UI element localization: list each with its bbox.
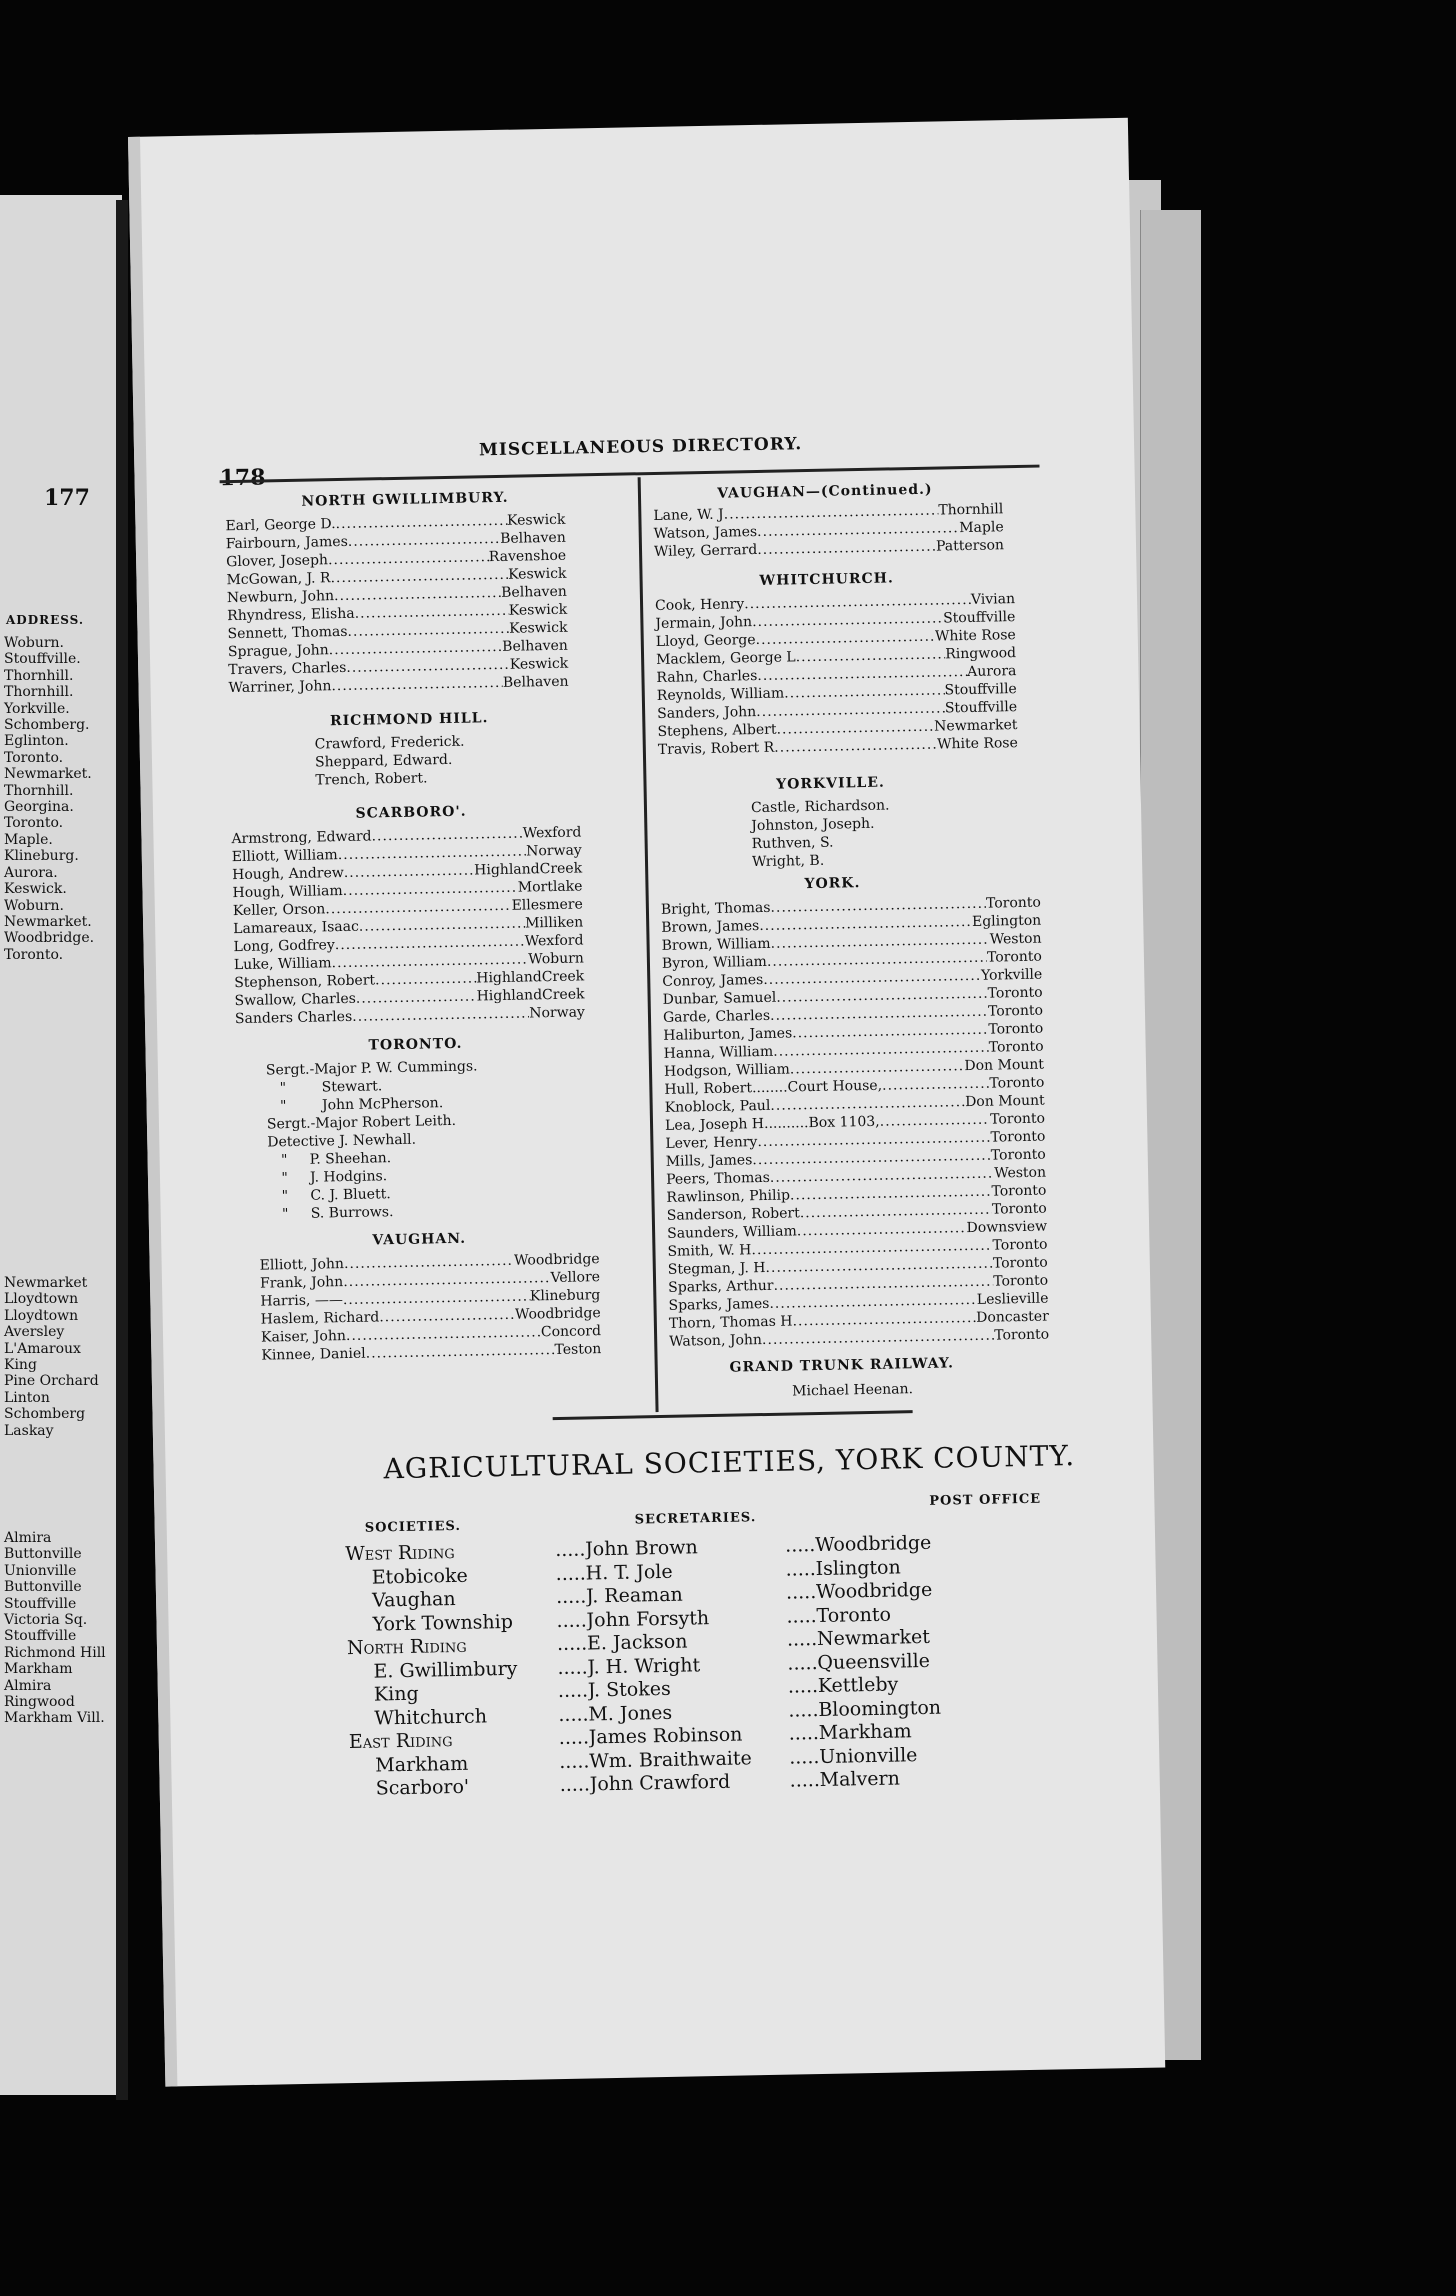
- leader-dots: [366, 1341, 555, 1363]
- directory-line: Stouffville: [4, 1628, 77, 1645]
- entry-place: Toronto: [985, 894, 1042, 912]
- directory-line: Buttonville: [4, 1579, 82, 1596]
- directory-line: Ringwood: [4, 1694, 75, 1711]
- leader-dots: [559, 1726, 589, 1750]
- entry-name: Stephenson, Robert: [234, 972, 376, 992]
- agri-society: Whitchurch: [374, 1704, 488, 1730]
- entry-name: Saunders, William: [667, 1223, 797, 1242]
- entry-place: Toronto: [990, 1128, 1046, 1146]
- entry-place: Ellesmere: [511, 896, 583, 914]
- agri-society: E. Gwillimbury: [373, 1657, 518, 1683]
- entry-name: Swallow, Charles: [234, 990, 356, 1010]
- leader-dots: [786, 1581, 816, 1605]
- entry-name: Kinnee, Daniel: [261, 1345, 366, 1364]
- directory-line: Ruthven, S.: [751, 834, 834, 853]
- directory-line: Stouffville: [4, 1595, 77, 1612]
- directory-line: Woburn.: [4, 897, 65, 914]
- agri-secretary: John Brown: [584, 1536, 698, 1561]
- directory-line: Yorkville.: [4, 700, 70, 717]
- entry-place: Toronto: [987, 984, 1043, 1002]
- entry-name: Rahn, Charles: [656, 668, 758, 686]
- directory-line: Stouffville.: [4, 651, 81, 668]
- entry-place: Vivian: [970, 591, 1016, 608]
- agri-post-office: Woodbridge: [815, 1578, 933, 1604]
- entry-name: Hodgson, William: [663, 1061, 790, 1080]
- entry-name: Knoblock, Paul: [664, 1097, 771, 1116]
- entry-place: Toronto: [992, 1236, 1048, 1254]
- directory-line: Trench, Robert.: [315, 770, 428, 789]
- leader-dots: [557, 1632, 587, 1656]
- entry-place: Keswick: [508, 601, 568, 619]
- entry-place: Keswick: [509, 655, 569, 673]
- leader-dots: [788, 1675, 818, 1699]
- entry-place: Newmarket: [934, 717, 1018, 735]
- directory-line: Toronto.: [4, 946, 64, 963]
- entry-place: Toronto: [993, 1272, 1049, 1290]
- vaughan-list: [260, 1250, 602, 1365]
- north-gwillimbury-list: [225, 511, 568, 697]
- whitchurch-list: [655, 590, 1018, 759]
- leader-dots: [331, 674, 503, 695]
- directory-line: Newmarket: [4, 1275, 88, 1291]
- directory-line: Woburn.: [4, 635, 65, 651]
- entry-place: Keswick: [506, 511, 566, 529]
- entry-place: Belhaven: [500, 529, 566, 547]
- leader-dots: [787, 1652, 817, 1676]
- agricultural-title: AGRICULTURAL SOCIETIES, YORK COUNTY.: [383, 1439, 1076, 1486]
- entry-name: Hough, Andrew: [232, 864, 344, 884]
- directory-line: Castle, Richardson.: [750, 797, 890, 817]
- agri-secretary: Wm. Braithwaite: [589, 1746, 752, 1772]
- agri-society: York Township: [372, 1610, 514, 1636]
- directory-line: Georgina.: [4, 799, 74, 816]
- directory-page: [128, 118, 1165, 2087]
- leader-dots: [757, 538, 936, 559]
- entry-place: Toronto: [986, 948, 1043, 966]
- directory-line: Sergt.-Major Robert Leith.: [266, 1112, 457, 1133]
- leader-dots: [774, 736, 937, 757]
- entry-place: Weston: [994, 1164, 1047, 1182]
- left-page-towns-mid: [4, 1275, 99, 1439]
- leader-dots: [557, 1656, 587, 1680]
- leader-dots: [560, 1773, 590, 1797]
- directory-line: Sergt.-Major P. W. Cummings.: [265, 1058, 478, 1079]
- leader-dots: [556, 1609, 586, 1633]
- leader-dots: [352, 1004, 529, 1025]
- entry-name: Byron, William: [661, 953, 768, 972]
- header-rule: [220, 465, 1040, 484]
- entry-place: Wexford: [524, 932, 584, 950]
- scarboro-list: [231, 823, 585, 1028]
- entry-place: Ringwood: [945, 645, 1017, 663]
- agri-secretary: E. Jackson: [586, 1630, 688, 1655]
- leader-dots: [762, 1327, 995, 1349]
- agri-col-secretaries: SECRETARIES.: [634, 1510, 757, 1528]
- entry-place: Toronto: [991, 1200, 1047, 1218]
- entry-name: Stegman, J. H: [667, 1259, 766, 1278]
- directory-line: Sheppard, Edward.: [314, 751, 453, 771]
- directory-line: " P. Sheehan.: [267, 1150, 392, 1169]
- agri-secretary: James Robinson: [588, 1723, 743, 1749]
- directory-line: Markham Vill.: [4, 1710, 105, 1727]
- entry-name: Lever, Henry: [665, 1134, 758, 1152]
- entry-place: Maple: [959, 519, 1004, 537]
- directory-line: Laskay: [4, 1422, 54, 1439]
- grand-trunk-name: Michael Heenan.: [792, 1381, 914, 1400]
- left-page-towns-top: [4, 635, 94, 963]
- leader-dots: [375, 969, 477, 989]
- entry-place: White Rose: [934, 627, 1016, 645]
- leader-dots: [788, 1699, 818, 1723]
- entry-place: Aurora: [966, 663, 1017, 680]
- section-heading-vaughan-continued: VAUGHAN—(Continued.): [717, 481, 933, 502]
- directory-line: Thornhill.: [4, 782, 74, 799]
- entry-place: HighlandCreek: [476, 986, 585, 1005]
- agri-society: Etobicoke: [371, 1564, 468, 1589]
- leader-dots: [787, 1628, 817, 1652]
- entry-place: Milliken: [524, 914, 584, 932]
- agri-post-office: Islington: [815, 1555, 901, 1580]
- entry-name: Garde, Charles: [662, 1007, 771, 1026]
- directory-line: Schomberg: [4, 1406, 86, 1423]
- entry-place: Keswick: [507, 565, 567, 583]
- entry-name: Newburn, John: [226, 588, 335, 607]
- entry-name: Long, Godfrey: [233, 937, 335, 956]
- directory-line: Detective J. Newhall.: [267, 1131, 417, 1151]
- richmond-hill-list: [315, 733, 466, 790]
- entry-place: Doncaster: [976, 1308, 1049, 1326]
- entry-name: Elliott, John: [259, 1256, 345, 1274]
- entry-name: Lea, Joseph H..........Box 1103,: [664, 1113, 880, 1134]
- section-heading-toronto: TORONTO.: [368, 1035, 463, 1054]
- entry-name: Rhyndress, Elisha: [227, 605, 355, 625]
- agri-society: West Riding: [345, 1540, 455, 1566]
- page-title: MISCELLANEOUS DIRECTORY.: [478, 434, 803, 461]
- page-spine-shadow: [128, 137, 177, 2087]
- agri-secretary: J. Stokes: [587, 1677, 671, 1702]
- left-page-fragment: [0, 195, 122, 2095]
- directory-line: Buttonville: [4, 1546, 82, 1563]
- entry-place: Toronto: [988, 1020, 1044, 1038]
- entry-place: Woburn: [528, 950, 585, 968]
- leader-dots: [789, 1769, 819, 1793]
- directory-line: Maple.: [4, 831, 53, 848]
- left-page-towns-bottom: [4, 1530, 106, 1727]
- directory-line: Keswick.: [4, 881, 67, 898]
- entry-place: Thornhill: [938, 501, 1004, 519]
- directory-line: Schomberg.: [4, 717, 90, 734]
- agri-post-office: Markham: [818, 1720, 912, 1745]
- directory-line: Pine Orchard: [4, 1373, 99, 1390]
- book-gutter: [116, 200, 128, 2100]
- agri-secretary: H. T. Jole: [585, 1560, 673, 1584]
- entry-name: Fairbourn, James: [225, 533, 348, 553]
- section-heading-grand-trunk: GRAND TRUNK RAILWAY.: [729, 1355, 955, 1376]
- entry-place: Patterson: [935, 537, 1005, 555]
- directory-line: Thornhill.: [4, 684, 74, 701]
- entry-place: Wexford: [522, 824, 582, 842]
- agri-society: East Riding: [348, 1729, 453, 1754]
- entry-name: Glover, Joseph: [226, 552, 329, 571]
- entry-place: Woodbridge: [514, 1305, 601, 1323]
- entry-place: Stouffville: [942, 609, 1016, 627]
- agri-society: Markham: [375, 1752, 469, 1777]
- agri-col-post-office: POST OFFICE: [929, 1491, 1042, 1509]
- agri-secretary: John Crawford: [589, 1770, 731, 1796]
- left-page-column-header: ADDRESS.: [6, 613, 85, 627]
- leader-dots: [789, 1722, 819, 1746]
- entry-name: Watson, John: [669, 1332, 763, 1350]
- entry-name: Brown, William: [661, 935, 771, 954]
- leader-dots: [555, 1562, 585, 1586]
- agri-post-office: Toronto: [816, 1603, 892, 1627]
- entry-place: Concord: [540, 1323, 602, 1341]
- section-heading-north-gwillimbury: NORTH GWILLIMBURY.: [301, 489, 509, 510]
- directory-line: Almira: [4, 1677, 52, 1694]
- leader-dots: [882, 1075, 990, 1095]
- entry-name: Dunbar, Samuel: [662, 989, 777, 1008]
- entry-place: HighlandCreek: [476, 968, 585, 987]
- entry-name: Keller, Orson: [232, 901, 326, 920]
- vaughan-continued-list: [653, 500, 1004, 561]
- leader-dots: [879, 1111, 990, 1131]
- leader-dots: [556, 1585, 586, 1609]
- entry-place: Downsview: [966, 1218, 1048, 1237]
- entry-place: Toronto: [994, 1326, 1050, 1344]
- agri-post-office: Bloomington: [818, 1696, 942, 1721]
- leader-dots: [785, 1534, 815, 1558]
- entry-name: Wiley, Gerrard: [653, 541, 758, 560]
- entry-place: Woodbridge: [513, 1251, 600, 1269]
- agri-secretary: J. H. Wright: [587, 1653, 701, 1678]
- entry-name: Travis, Robert R: [657, 739, 775, 758]
- agri-society: King: [373, 1682, 419, 1706]
- entry-name: Macklem, George L: [655, 649, 796, 668]
- entry-place: Leslieville: [976, 1290, 1049, 1308]
- agricultural-table: [345, 1529, 1070, 1801]
- agri-top-rule: [553, 1410, 913, 1420]
- directory-line: " C. J. Bluett.: [268, 1186, 391, 1205]
- entry-name: Frank, John: [259, 1274, 344, 1292]
- directory-line: Aversley: [4, 1324, 65, 1341]
- directory-line: Woodbridge.: [4, 930, 95, 947]
- entry-name: Sanders, John: [657, 704, 757, 722]
- entry-name: Haliburton, James: [663, 1025, 793, 1044]
- leader-dots: [558, 1703, 588, 1727]
- entry-place: Toronto: [991, 1182, 1047, 1200]
- entry-name: McGowan, J. R: [226, 570, 331, 589]
- yorkville-list: [751, 797, 891, 872]
- directory-line: " John McPherson.: [266, 1095, 444, 1115]
- directory-line: Unionville: [4, 1562, 77, 1579]
- directory-line: Wright, B.: [751, 852, 825, 871]
- directory-line: " J. Hodgins.: [267, 1168, 388, 1187]
- york-list: [661, 894, 1050, 1351]
- agri-post-office: Malvern: [819, 1767, 901, 1792]
- directory-line: Lloydtown: [4, 1291, 79, 1308]
- leader-dots: [558, 1679, 588, 1703]
- directory-line: Klineburg.: [4, 848, 79, 865]
- agri-secretary: M. Jones: [588, 1701, 673, 1725]
- directory-line: Linton: [4, 1389, 50, 1406]
- entry-place: Keswick: [509, 619, 568, 637]
- entry-name: Sanders Charles: [234, 1008, 353, 1028]
- entry-place: Toronto: [987, 1002, 1044, 1020]
- entry-place: Vellore: [550, 1269, 601, 1287]
- page-number: 178: [219, 464, 266, 492]
- agri-post-office: Newmarket: [816, 1625, 931, 1651]
- entry-name: Hanna, William: [663, 1043, 774, 1062]
- directory-line: Almira: [4, 1530, 52, 1546]
- entry-place: Belhaven: [502, 673, 569, 691]
- entry-name: Sanderson, Robert: [666, 1205, 800, 1224]
- entry-name: Lloyd, George: [655, 632, 756, 650]
- entry-name: Rawlinson, Philip: [666, 1187, 791, 1206]
- agri-secretary: John Forsyth: [586, 1606, 710, 1631]
- entry-place: HighlandCreek: [474, 860, 583, 879]
- entry-place: Norway: [526, 842, 582, 860]
- entry-place: Stouffville: [944, 681, 1017, 699]
- section-heading-vaughan: VAUGHAN.: [372, 1230, 467, 1249]
- entry-place: Weston: [989, 930, 1042, 948]
- leader-dots: [786, 1605, 816, 1629]
- leader-dots: [555, 1538, 585, 1562]
- directory-line: Newmarket.: [4, 913, 92, 930]
- directory-line: Lloydtown: [4, 1307, 79, 1324]
- directory-line: Crawford, Frederick.: [314, 733, 465, 753]
- agri-col-societies: SOCIETIES.: [364, 1518, 462, 1536]
- agri-society: Vaughan: [371, 1587, 456, 1612]
- entry-name: Jermain, John: [655, 614, 753, 632]
- leader-dots: [789, 1746, 819, 1770]
- entry-name: Reynolds, William: [656, 685, 785, 704]
- directory-line: King: [4, 1357, 37, 1374]
- entry-place: Don Mount: [964, 1056, 1045, 1075]
- entry-name: Haslem, Richard: [260, 1309, 380, 1328]
- entry-place: Toronto: [989, 1110, 1046, 1128]
- entry-name: Luke, William: [233, 955, 332, 974]
- entry-name: Smith, W. H: [667, 1242, 752, 1260]
- entry-place: Ravenshoe: [488, 547, 567, 566]
- toronto-list: [266, 1057, 481, 1223]
- directory-line: Newmarket.: [4, 766, 92, 783]
- entry-name: Brown, James: [661, 918, 760, 936]
- entry-name: Elliott, William: [231, 847, 338, 866]
- directory-line: Toronto.: [4, 815, 64, 832]
- entry-place: Toronto: [988, 1038, 1044, 1056]
- entry-place: Eglington: [971, 912, 1042, 930]
- agri-post-office: Queensville: [817, 1649, 931, 1674]
- entry-name: Warriner, John: [228, 678, 332, 697]
- section-heading-whitchurch: WHITCHURCH.: [759, 570, 894, 589]
- entry-place: Klineburg: [529, 1287, 601, 1305]
- entry-place: Norway: [529, 1004, 586, 1022]
- agri-post-office: Kettleby: [817, 1673, 899, 1698]
- directory-line: Toronto.: [4, 749, 64, 766]
- entry-name: Earl, George D.: [225, 516, 336, 535]
- entry-name: Armstrong, Edward: [231, 828, 372, 848]
- entry-place: Mortlake: [517, 878, 583, 896]
- section-heading-richmond-hill: RICHMOND HILL.: [329, 710, 489, 730]
- entry-name: Thorn, Thomas H: [668, 1313, 793, 1332]
- directory-line: Eglinton.: [4, 733, 69, 750]
- leader-dots: [785, 1558, 815, 1582]
- entry-place: Teston: [554, 1341, 602, 1359]
- entry-place: Toronto: [992, 1254, 1048, 1272]
- left-page-number: 177: [44, 485, 90, 511]
- section-heading-scarboro: SCARBORO'.: [355, 803, 467, 822]
- entry-place: Stouffville: [944, 699, 1018, 717]
- entry-place: Belhaven: [502, 637, 568, 655]
- entry-name: Hough, William: [232, 883, 343, 902]
- entry-name: Sprague, John: [227, 642, 329, 661]
- directory-line: Markham: [4, 1661, 73, 1678]
- directory-line: Johnston, Joseph.: [751, 815, 875, 835]
- entry-name: Cook, Henry: [654, 596, 745, 614]
- entry-place: Toronto: [990, 1146, 1046, 1164]
- agri-society: North Riding: [346, 1634, 467, 1660]
- entry-place: Don Mount: [964, 1092, 1045, 1111]
- entry-name: Mills, James: [665, 1152, 753, 1170]
- agri-post-office: Woodbridge: [814, 1531, 932, 1557]
- entry-place: Yorkville: [980, 966, 1043, 984]
- entry-place: White Rose: [936, 735, 1018, 753]
- section-heading-york: YORK.: [804, 875, 861, 893]
- entry-place: Belhaven: [501, 583, 567, 601]
- directory-line: " S. Burrows.: [268, 1204, 394, 1223]
- directory-line: Victoria Sq.: [4, 1612, 88, 1629]
- entry-name: Sennett, Thomas: [227, 623, 348, 643]
- directory-line: Aurora.: [4, 864, 58, 881]
- entry-name: Lamareaux, Isaac: [233, 918, 360, 938]
- entry-name: Lane, W. J: [653, 506, 724, 524]
- entry-name: Conroy, James: [662, 971, 764, 990]
- entry-name: Bright, Thomas: [660, 899, 771, 918]
- entry-place: Toronto: [989, 1074, 1045, 1092]
- directory-line: Richmond Hill: [4, 1644, 106, 1661]
- agri-post-office: Unionville: [819, 1743, 918, 1768]
- leader-dots: [559, 1750, 589, 1774]
- entry-name: Harris, ——: [260, 1292, 344, 1310]
- entry-name: Travers, Charles: [228, 659, 347, 679]
- entry-name: Watson, James: [653, 523, 758, 542]
- entry-name: Stephens, Albert: [657, 721, 777, 740]
- directory-line: L'Amaroux: [4, 1340, 81, 1357]
- entry-name: Sparks, James: [668, 1295, 770, 1314]
- agri-secretary: J. Reaman: [585, 1583, 683, 1608]
- section-heading-yorkville: YORKVILLE.: [776, 774, 885, 793]
- entry-name: Peers, Thomas: [665, 1169, 770, 1188]
- entry-name: Sparks, Arthur: [668, 1277, 774, 1296]
- entry-name: Hull, Robert........Court House,: [664, 1077, 883, 1098]
- leader-dots: [356, 987, 477, 1007]
- directory-line: " Stewart.: [266, 1078, 383, 1097]
- entry-name: Kaiser, John: [260, 1328, 347, 1346]
- directory-line: Thornhill.: [4, 667, 74, 684]
- agri-society: Scarboro': [375, 1775, 470, 1800]
